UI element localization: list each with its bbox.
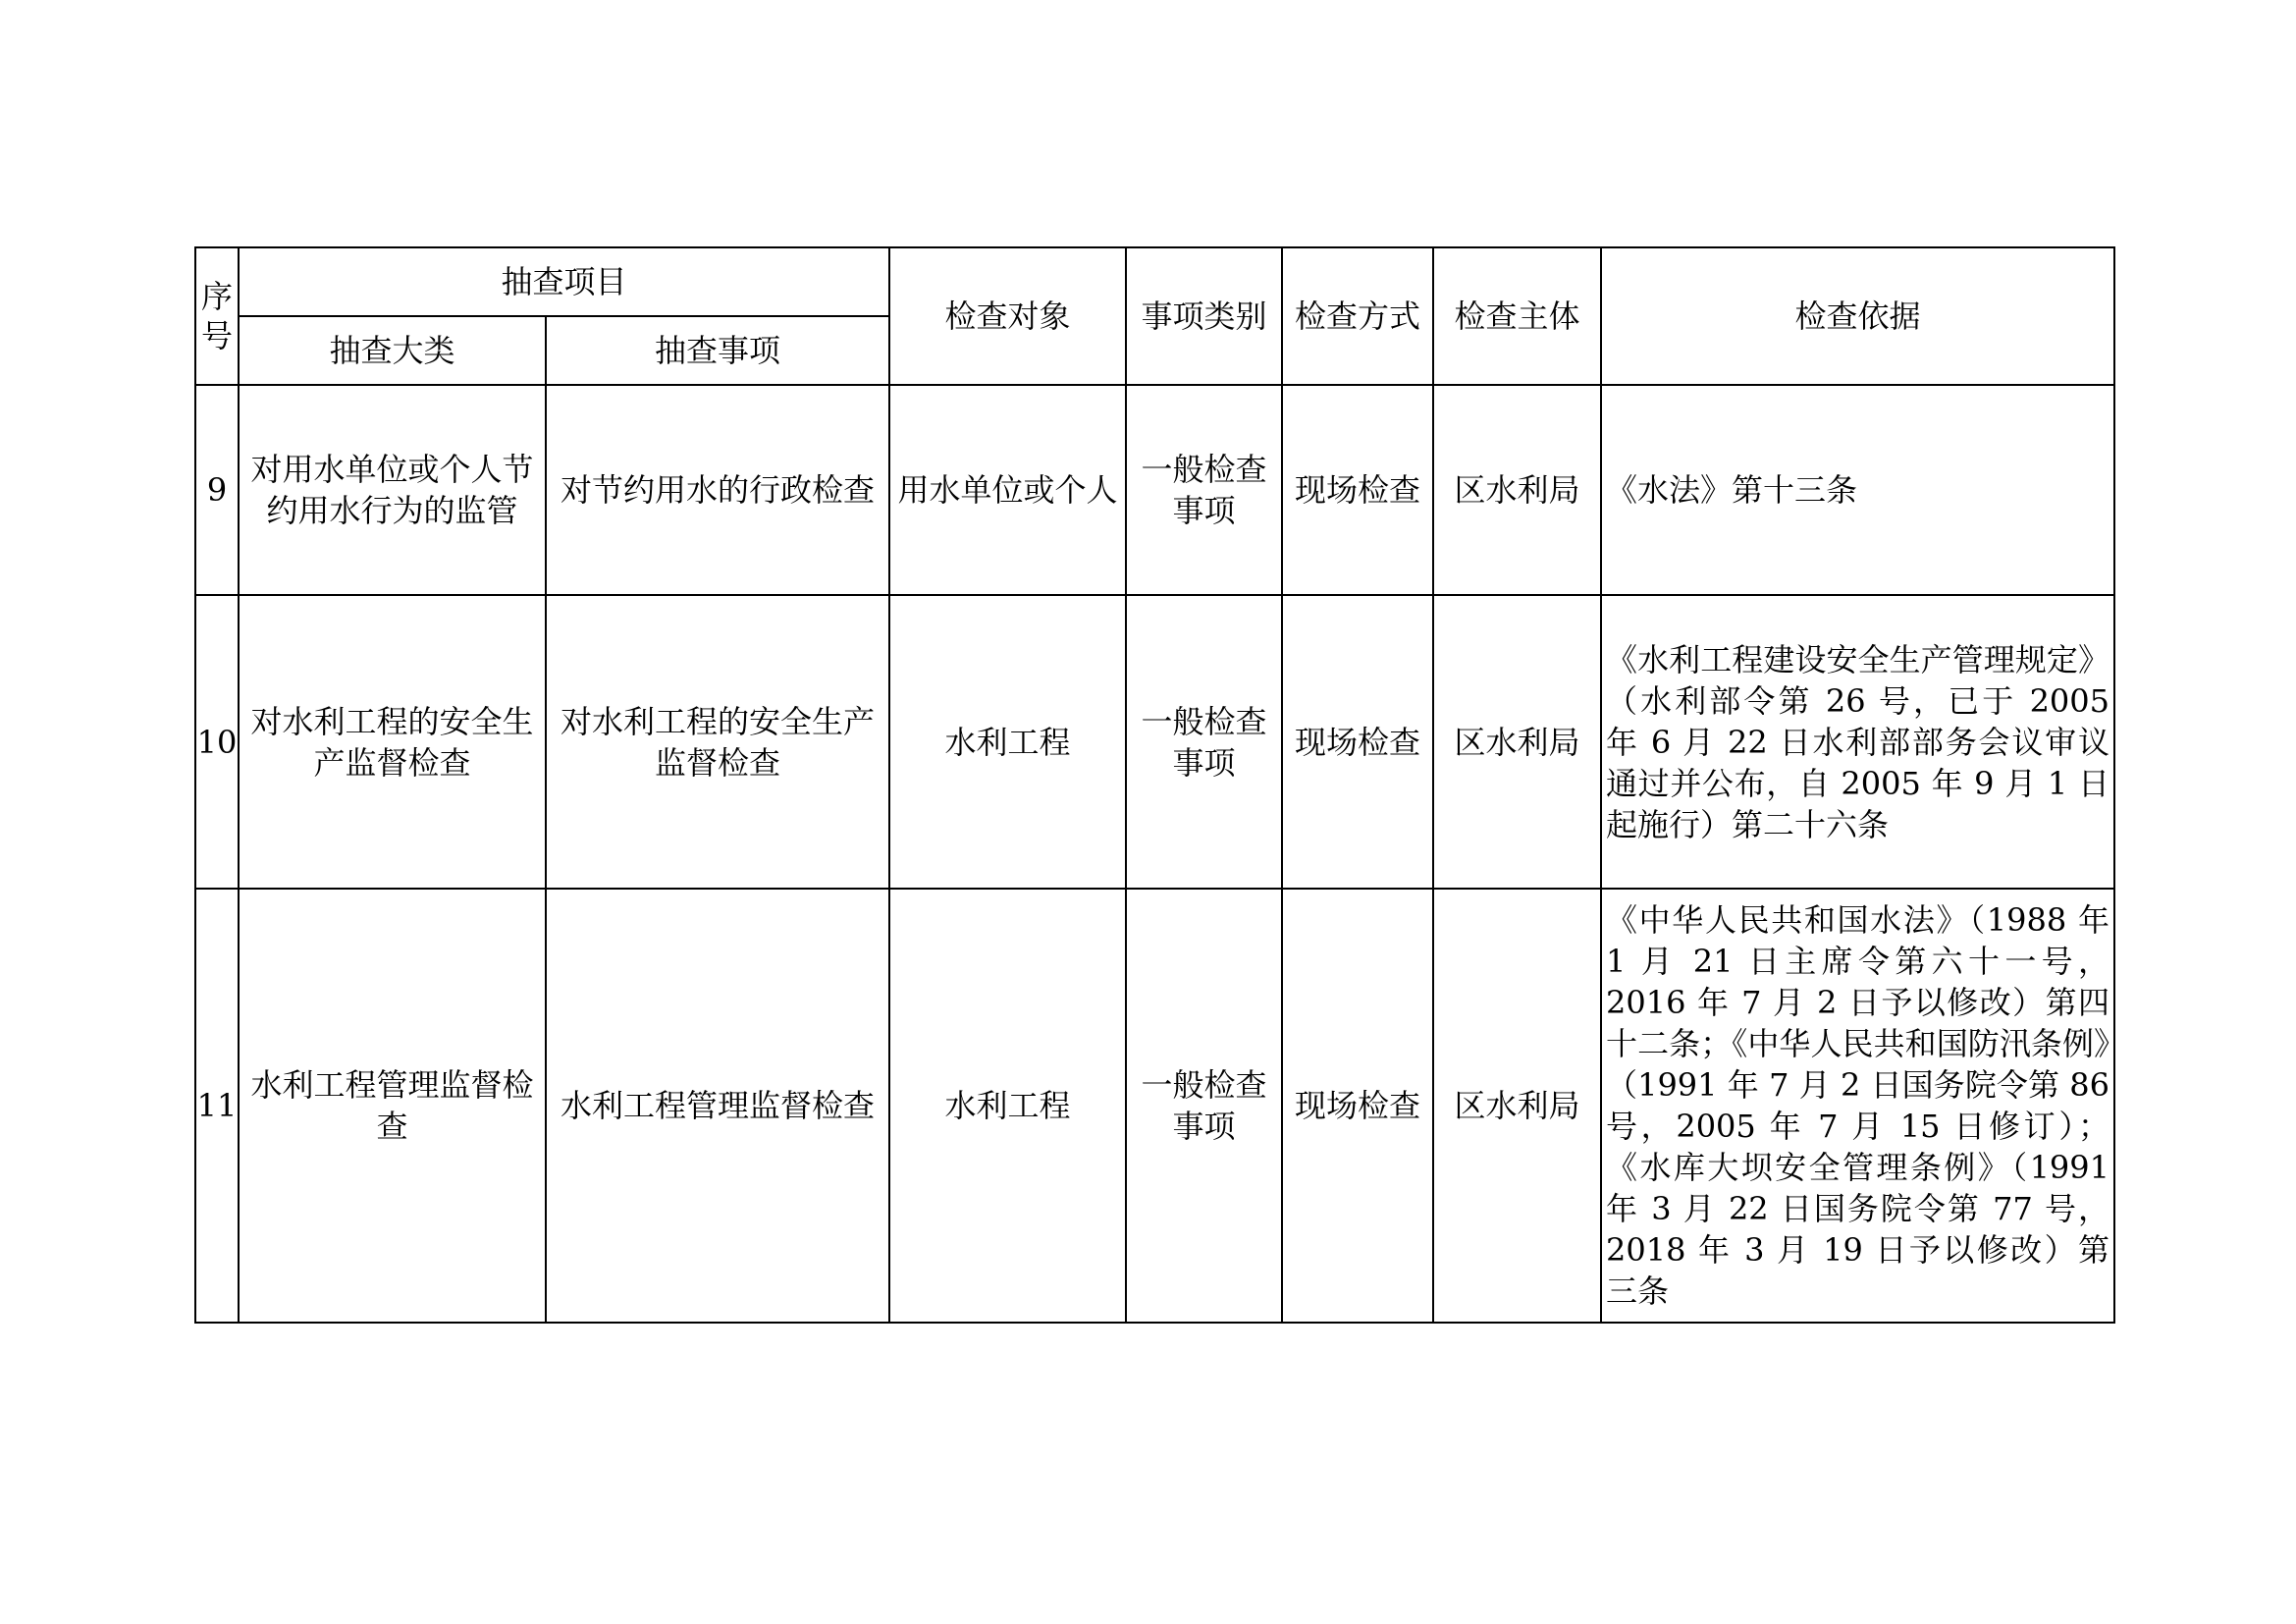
cell-method: 现场检查 [1282,889,1433,1323]
cell-category: 对用水单位或个人节约用水行为的监管 [239,385,546,595]
header-type: 事项类别 [1126,247,1282,385]
cell-target: 水利工程 [889,595,1126,889]
header-basis: 检查依据 [1601,247,2114,385]
header-target: 检查对象 [889,247,1126,385]
header-project: 抽查项目 [239,247,889,316]
cell-seq: 9 [195,385,239,595]
cell-subject: 区水利局 [1433,385,1601,595]
cell-type: 一般检查事项 [1126,889,1282,1323]
cell-seq: 11 [195,889,239,1323]
cell-seq: 10 [195,595,239,889]
inspection-table [194,246,2115,1324]
cell-basis: 《中华人民共和国水法》（1988 年 1 月 21 日主席令第六十一号，2016 年 7 月 2 日予以修改）第四十二条；《中华人民共和国防汛条例》（1991 年 7 月 2 日国务院令第 86 号，2005 年 7 月 15 日修订）；《水库大坝安全管理条例》（1991 年 3 月 22 日国务院令第 77 号，2018 年 3 月 19 日予以修改）第三条 [1601,889,2114,1323]
header-subject: 检查主体 [1433,247,1601,385]
cell-method: 现场检查 [1282,385,1433,595]
cell-target: 水利工程 [889,889,1126,1323]
cell-item: 水利工程管理监督检查 [546,889,889,1323]
cell-type: 一般检查事项 [1126,385,1282,595]
cell-item: 对节约用水的行政检查 [546,385,889,595]
cell-basis: 《水法》第十三条 [1601,385,2114,595]
header-item: 抽查事项 [546,316,889,385]
header-row-top [195,247,2114,316]
cell-method: 现场检查 [1282,595,1433,889]
header-category: 抽查大类 [239,316,546,385]
table-row [195,385,2114,595]
cell-basis: 《水利工程建设安全生产管理规定》（水利部令第 26 号，已于 2005 年 6 月 22 日水利部部务会议审议通过并公布，自 2005 年 9 月 1 日起施行）第二十六条 [1601,595,2114,889]
header-method: 检查方式 [1282,247,1433,385]
table-row [195,595,2114,889]
header-seq: 序号 [195,247,239,385]
cell-subject: 区水利局 [1433,595,1601,889]
cell-subject: 区水利局 [1433,889,1601,1323]
cell-target: 用水单位或个人 [889,385,1126,595]
cell-type: 一般检查事项 [1126,595,1282,889]
table-row [195,889,2114,1323]
cell-category: 对水利工程的安全生产监督检查 [239,595,546,889]
cell-item: 对水利工程的安全生产监督检查 [546,595,889,889]
cell-category: 水利工程管理监督检查 [239,889,546,1323]
